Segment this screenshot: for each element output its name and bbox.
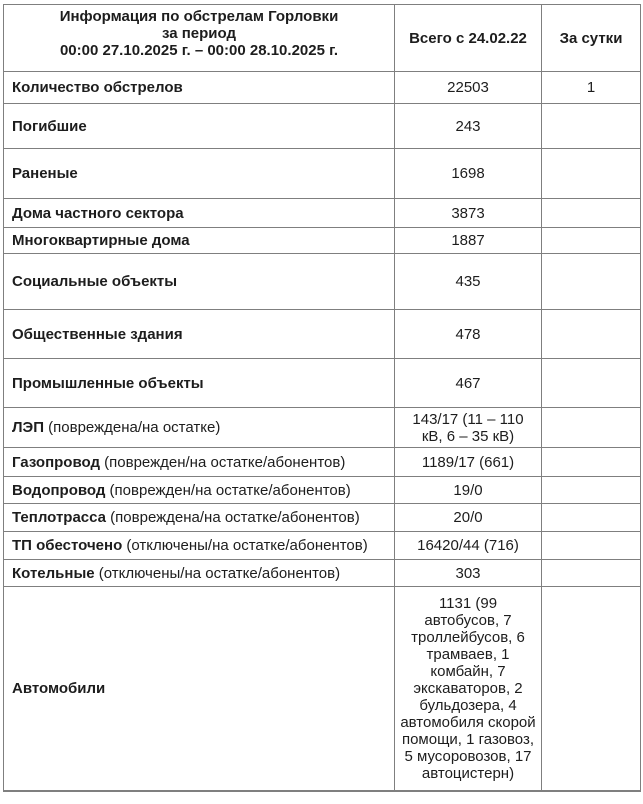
row-label-note: (поврежден/на остатке/абонентов) <box>99 453 346 471</box>
row-label-term: Котельные <box>12 564 95 582</box>
row-label-note: (отключены/на остатке/абонентов) <box>94 564 341 582</box>
table-row <box>4 560 641 587</box>
table-row <box>4 199 641 228</box>
row-label-term: Дома частного сектора <box>12 204 184 222</box>
table-row <box>4 104 641 149</box>
table-row <box>4 504 641 532</box>
table-row <box>4 532 641 560</box>
row-label-term: Социальные объекты <box>12 273 178 290</box>
row-label <box>4 72 395 104</box>
row-label-term: Погибшие <box>12 117 87 135</box>
row-total-value: 303 <box>395 560 542 587</box>
row-label-term: Автомобили <box>12 679 106 697</box>
row-daily-value <box>542 359 641 408</box>
row-total-value: 20/0 <box>395 504 542 532</box>
row-label-note: (отключены/на остатке/абонентов) <box>122 537 368 554</box>
row-daily-value: 1 <box>542 72 641 104</box>
row-label-term: Общественные здания <box>12 325 183 343</box>
row-label-term: Промышленные объекты <box>12 374 204 392</box>
row-label <box>4 504 395 532</box>
row-daily-value <box>542 448 641 477</box>
row-daily-value <box>542 587 641 791</box>
row-label <box>4 104 395 149</box>
row-total-value: 1189/17 (661) <box>395 448 542 477</box>
row-label <box>4 149 395 199</box>
row-total-value: 1887 <box>395 228 542 254</box>
row-total-value: 1698 <box>395 149 542 199</box>
row-label <box>4 228 395 254</box>
row-label <box>4 560 395 587</box>
row-daily-value <box>542 504 641 532</box>
row-total-value: 16420/44 (716) <box>395 532 542 560</box>
table-row <box>4 254 641 310</box>
row-total-value: 243 <box>395 104 542 149</box>
row-daily-value <box>542 149 641 199</box>
table-title-line: Информация по обстрелам Горловки <box>59 8 339 25</box>
shelling-info-table <box>3 4 641 792</box>
row-total-value: 478 <box>395 310 542 359</box>
row-daily-value <box>542 254 641 310</box>
row-label <box>4 477 395 504</box>
table-row <box>4 448 641 477</box>
row-label-term: Раненые <box>12 165 78 182</box>
row-total-value: 467 <box>395 359 542 408</box>
row-total-value: 19/0 <box>395 477 542 504</box>
row-label <box>4 532 395 560</box>
row-daily-value <box>542 104 641 149</box>
row-total-value: 1131 (99 автобусов, 7 троллейбусов, 6 трамваев, 1 комбайн, 7 экскаваторов, 2 бульдозера, 4 автомобиля скорой помощи, 1 газовоз, 5 мусоровозов, 17 автоцистерн) <box>395 587 542 791</box>
table-header-row <box>4 5 641 72</box>
row-daily-value <box>542 532 641 560</box>
row-label-term: Многоквартирные дома <box>12 232 190 249</box>
row-total-value: 22503 <box>395 72 542 104</box>
row-label-term: Водопровод <box>12 481 106 499</box>
column-header-total: Всего с 24.02.22 <box>395 5 542 72</box>
row-daily-value <box>542 310 641 359</box>
row-total-value: 435 <box>395 254 542 310</box>
table-row <box>4 310 641 359</box>
table-row <box>4 477 641 504</box>
table-title <box>4 5 395 72</box>
row-daily-value <box>542 199 641 228</box>
row-label-note: (повреждена/на остатке) <box>43 419 221 436</box>
table-row <box>4 228 641 254</box>
row-label-term: Количество обстрелов <box>12 79 183 96</box>
table-row <box>4 72 641 104</box>
column-header-daily: За сутки <box>542 5 641 72</box>
row-label <box>4 408 395 448</box>
row-label-term: Газопровод <box>12 453 100 471</box>
row-daily-value <box>542 560 641 587</box>
row-label-note: (поврежден/на остатке/абонентов) <box>105 481 351 499</box>
row-label <box>4 587 395 791</box>
row-daily-value <box>542 408 641 448</box>
row-total-value: 3873 <box>395 199 542 228</box>
row-label <box>4 254 395 310</box>
row-label <box>4 310 395 359</box>
row-total-value: 143/17 (11 – 110 кВ, 6 – 35 кВ) <box>395 408 542 448</box>
table-title-line: за период <box>161 25 237 42</box>
row-label <box>4 359 395 408</box>
row-daily-value <box>542 477 641 504</box>
table-row <box>4 408 641 448</box>
table-row <box>4 149 641 199</box>
table-row <box>4 359 641 408</box>
row-label-note: (повреждена/на остатке/абонентов) <box>106 509 360 526</box>
table-row <box>4 587 641 791</box>
table-title-line: 00:00 27.10.2025 г. – 00:00 28.10.2025 г. <box>59 42 339 59</box>
row-daily-value <box>542 228 641 254</box>
row-label-term: ТП обесточено <box>12 537 123 554</box>
row-label <box>4 448 395 477</box>
row-label-term: Теплотрасса <box>12 509 106 526</box>
row-label <box>4 199 395 228</box>
row-label-term: ЛЭП <box>12 419 44 436</box>
